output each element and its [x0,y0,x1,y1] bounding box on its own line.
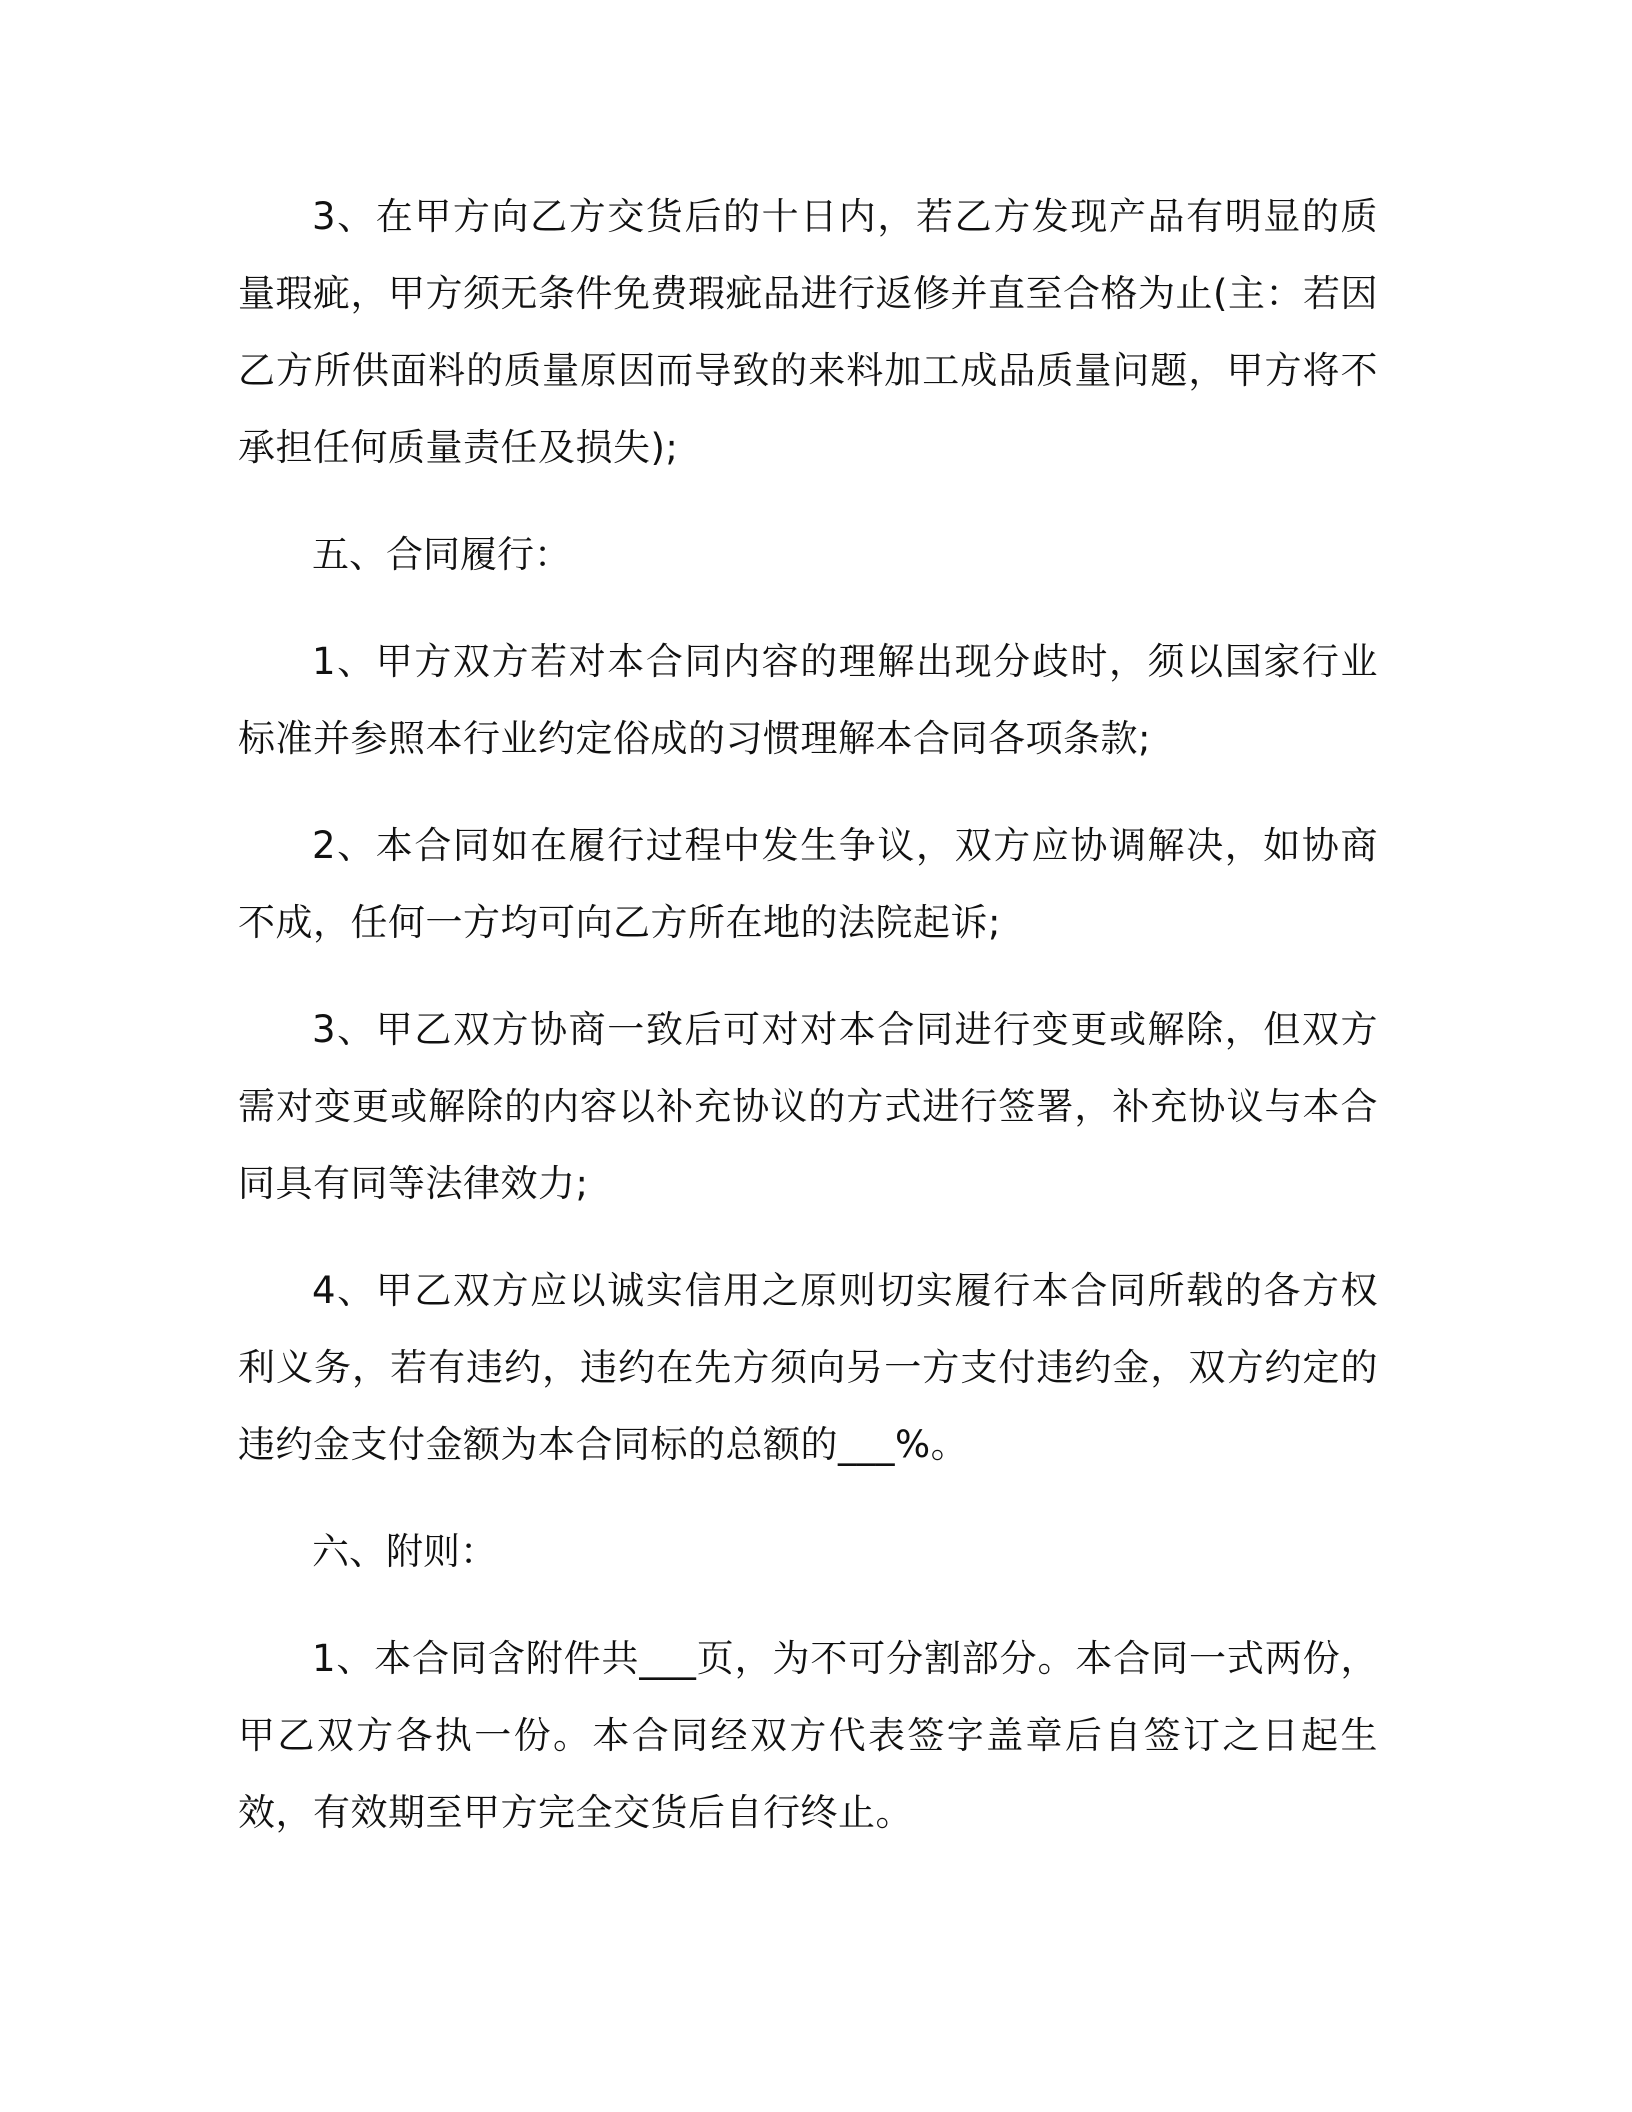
clause-paragraph-amendment: 3、甲乙双方协商一致后可对对本合同进行变更或解除，但双方需对变更或解除的内容以补充协议的方式进行签署，补充协议与本合同具有同等法律效力; [238,1008,1378,1205]
clause-paragraph-quality-defects: 3、在甲方向乙方交货后的十日内，若乙方发现产品有明显的质量瑕疵，甲方须无条件免费瑕疵品进行返修并直至合格为止(主：若因乙方所供面料的质量原因而导致的来料加工成品质量问题，甲方将不承担任何质量责任及损失); [238,195,1378,469]
section-heading-contract-performance: 五、合同履行： [312,533,571,576]
document-body [238,178,1378,1881]
clause-paragraph-interpretation: 1、甲方双方若对本合同内容的理解出现分歧时，须以国家行业标准并参照本行业约定俗成的习惯理解本合同各项条款; [238,640,1378,760]
section-heading-supplementary: 六、附则： [312,1530,497,1573]
clause-paragraph-annexes-validity: 1、本合同含附件共___页，为不可分割部分。本合同一式两份，甲乙双方各执一份。本合同经双方代表签字盖章后自签订之日起生效，有效期至甲方完全交货后自行终止。 [238,1637,1378,1834]
clause-paragraph-disputes: 2、本合同如在履行过程中发生争议，双方应协调解决，如协商不成，任何一方均可向乙方所在地的法院起诉; [238,824,1378,944]
clause-paragraph-breach-penalty: 4、甲乙双方应以诚实信用之原则切实履行本合同所载的各方权利义务，若有违约，违约在先方须向另一方支付违约金，双方约定的违约金支付金额为本合同标的总额的___%。 [238,1269,1378,1466]
